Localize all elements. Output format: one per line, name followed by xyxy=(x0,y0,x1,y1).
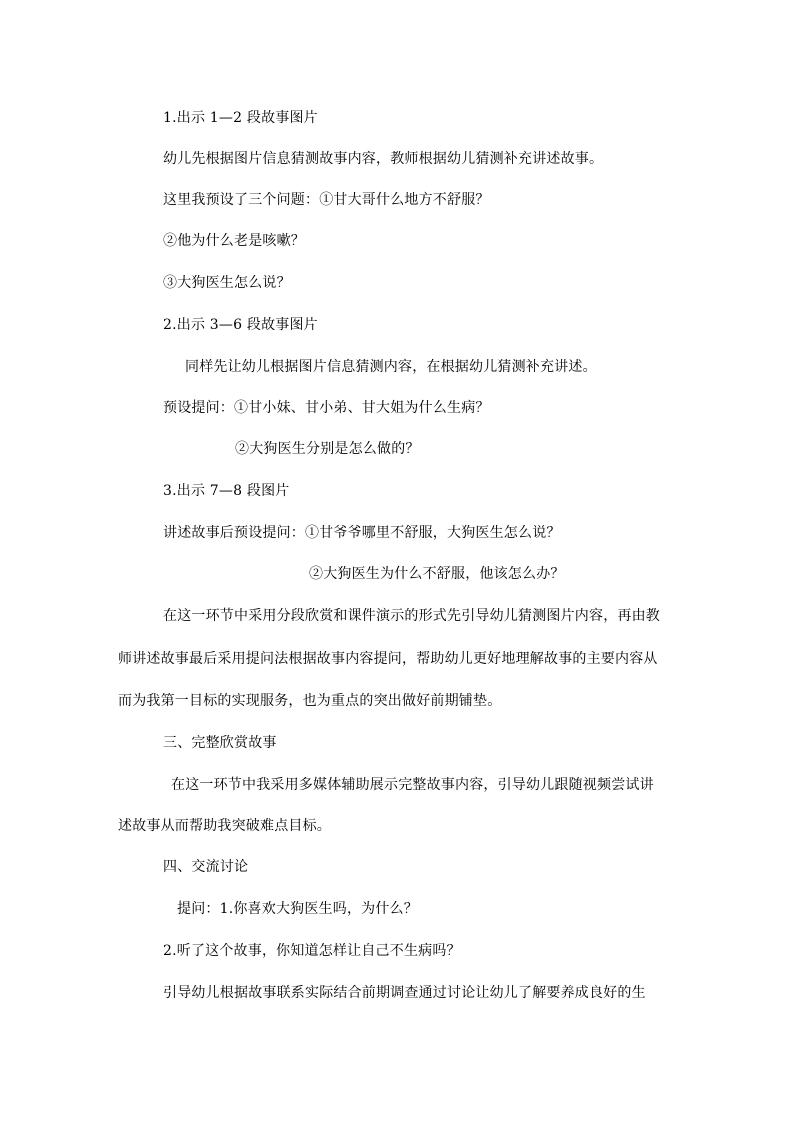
question-line: ②大狗医生为什么不舒服，他该怎么办？ xyxy=(309,566,565,582)
paragraph-line: 述故事从而帮助我突破难点目标。 xyxy=(118,818,331,834)
question-line: ②大狗医生分别是怎么做的？ xyxy=(235,441,420,457)
question-line: 预设提问：①甘小妹、甘小弟、甘大姐为什么生病？ xyxy=(163,400,490,416)
heading-step-1: 1.出示 1—2 段故事图片 xyxy=(163,110,318,126)
paragraph-line: 在这一环节中采用分段欣赏和课件演示的形式先引导幼儿猜测图片内容，再由教 xyxy=(163,608,660,624)
paragraph-line: 同样先让幼儿根据图片信息猜测内容，在根据幼儿猜测补充讲述。 xyxy=(185,359,597,375)
paragraph-line: 幼儿先根据图片信息猜测故事内容，教师根据幼儿猜测补充讲述故事。 xyxy=(163,151,604,167)
question-line: 提问：1.你喜欢大狗医生吗，为什么？ xyxy=(177,901,418,917)
question-line: ②他为什么老是咳嗽？ xyxy=(163,233,305,249)
question-line: ③大狗医生怎么说？ xyxy=(163,275,291,291)
section-heading: 四、交流讨论 xyxy=(163,859,249,875)
question-line: 讲述故事后预设提问：①甘爷爷哪里不舒服，大狗医生怎么说？ xyxy=(163,525,561,541)
heading-step-3: 3.出示 7—8 段图片 xyxy=(163,483,290,499)
question-line: 2.听了这个故事，你知道怎样让自己不生病吗？ xyxy=(163,943,461,959)
paragraph-line: 师讲述故事最后采用提问法根据故事内容提问，帮助幼儿更好地理解故事的主要内容从 xyxy=(118,651,658,667)
section-heading: 三、完整欣赏故事 xyxy=(163,735,277,751)
paragraph-line: 而为我第一目标的实现服务，也为重点的突出做好前期铺垫。 xyxy=(118,693,502,709)
paragraph-line: 引导幼儿根据故事联系实际结合前期调查通过讨论让幼儿了解要养成良好的生 xyxy=(163,985,646,1001)
paragraph-line: 在这一环节中我采用多媒体辅助展示完整故事内容，引导幼儿跟随视频尝试讲 xyxy=(171,777,654,793)
heading-step-2: 2.出示 3—6 段故事图片 xyxy=(163,317,318,333)
paragraph-line: 这里我预设了三个问题：①甘大哥什么地方不舒服？ xyxy=(163,192,490,208)
